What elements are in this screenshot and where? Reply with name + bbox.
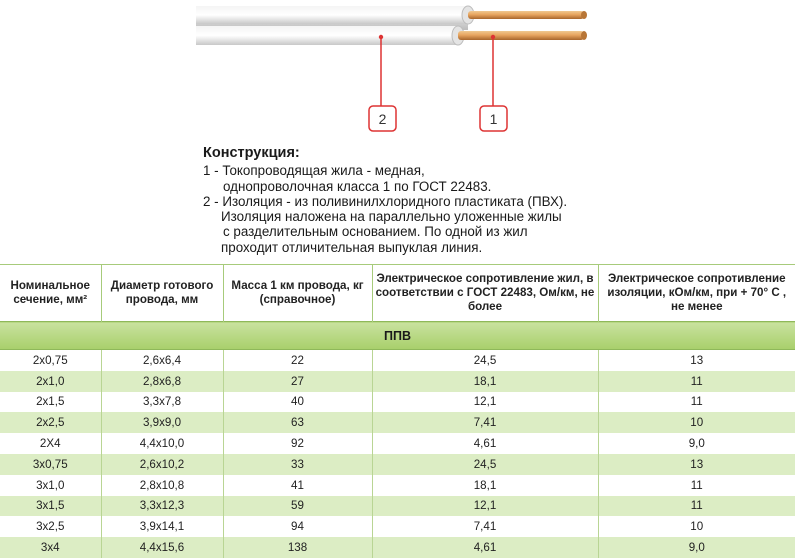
cell-diameter: 3,3х12,3 <box>101 496 223 517</box>
cell-conductor-resistance: 4,61 <box>372 537 598 558</box>
table-row <box>0 392 795 413</box>
table-row <box>0 454 795 475</box>
cell-mass: 41 <box>223 475 372 496</box>
conductor-lower-tip <box>581 31 587 40</box>
cell-diameter: 2,8х6,8 <box>101 371 223 392</box>
cell-cross-section: 3х0,75 <box>0 454 101 475</box>
table-row <box>0 412 795 433</box>
callout-label-insulation: 2 <box>378 111 387 127</box>
group-row <box>0 322 795 350</box>
header-mass: Масса 1 км провода, кг (справочное) <box>223 265 372 322</box>
table-row <box>0 537 795 558</box>
cell-cross-section: 2х2,5 <box>0 412 101 433</box>
cell-insulation-resistance: 9,0 <box>598 433 795 454</box>
cell-insulation-resistance: 11 <box>598 392 795 413</box>
cell-insulation-resistance: 13 <box>598 454 795 475</box>
cell-conductor-resistance: 12,1 <box>372 496 598 517</box>
group-label: ППВ <box>0 322 795 350</box>
cell-mass: 22 <box>223 350 372 371</box>
table-row <box>0 371 795 392</box>
cell-insulation-resistance: 11 <box>598 475 795 496</box>
construction-line: 1 - Токопроводящая жила - медная, <box>203 163 425 179</box>
cell-insulation-resistance: 11 <box>598 496 795 517</box>
cell-mass: 27 <box>223 371 372 392</box>
cell-insulation-resistance: 10 <box>598 412 795 433</box>
header-diameter: Диаметр готового провода, мм <box>101 265 223 322</box>
construction-line: с разделительным основанием. По одной из жил <box>223 224 528 240</box>
cell-conductor-resistance: 18,1 <box>372 371 598 392</box>
conductor-upper-tip <box>581 11 587 19</box>
cell-mass: 138 <box>223 537 372 558</box>
cell-diameter: 3,9х14,1 <box>101 516 223 537</box>
header-insulation-resistance: Электрическое сопротивление изоляции, кОм/км, при + 70° С , не менее <box>598 265 795 322</box>
cell-mass: 94 <box>223 516 372 537</box>
cell-insulation-resistance: 10 <box>598 516 795 537</box>
construction-description <box>203 146 633 255</box>
cell-conductor-resistance: 4,61 <box>372 433 598 454</box>
construction-line: Изоляция наложена на параллельно уложенные жилы <box>221 209 562 225</box>
cell-diameter: 3,9х9,0 <box>101 412 223 433</box>
header-cross-section: Номинальное сечение, мм² <box>0 265 101 322</box>
cell-mass: 59 <box>223 496 372 517</box>
cell-cross-section: 2Х4 <box>0 433 101 454</box>
cell-conductor-resistance: 7,41 <box>372 412 598 433</box>
cell-cross-section: 3х2,5 <box>0 516 101 537</box>
table-row <box>0 516 795 537</box>
construction-title: Конструкция: <box>203 145 300 161</box>
cell-cross-section: 2х1,5 <box>0 392 101 413</box>
cell-diameter: 4,4х10,0 <box>101 433 223 454</box>
conductor-lower <box>458 31 584 40</box>
construction-line: 2 - Изоляция - из поливинилхлоридного пластиката (ПВХ). <box>203 193 568 209</box>
insulation-lower <box>196 26 458 45</box>
table-row <box>0 496 795 517</box>
cell-mass: 63 <box>223 412 372 433</box>
table-row <box>0 350 795 371</box>
cell-insulation-resistance: 13 <box>598 350 795 371</box>
cell-conductor-resistance: 24,5 <box>372 454 598 475</box>
cell-cross-section: 2х1,0 <box>0 371 101 392</box>
cell-mass: 33 <box>223 454 372 475</box>
table-header-row <box>0 265 795 322</box>
table-row <box>0 475 795 496</box>
cell-cross-section: 3х1,0 <box>0 475 101 496</box>
insulation-upper <box>196 6 468 24</box>
cell-diameter: 2,8х10,8 <box>101 475 223 496</box>
callout-label-conductor: 1 <box>489 111 498 127</box>
cell-insulation-resistance: 11 <box>598 371 795 392</box>
cable-illustration <box>0 0 795 140</box>
cell-diameter: 4,4х15,6 <box>101 537 223 558</box>
cell-mass: 40 <box>223 392 372 413</box>
cell-cross-section: 3х1,5 <box>0 496 101 517</box>
cell-diameter: 2,6х6,4 <box>101 350 223 371</box>
spec-table <box>0 264 795 558</box>
cell-conductor-resistance: 24,5 <box>372 350 598 371</box>
header-conductor-resistance: Электрическое сопротивление жил, в соответствии с ГОСТ 22483, Ом/км, не более <box>372 265 598 322</box>
cell-conductor-resistance: 18,1 <box>372 475 598 496</box>
cell-diameter: 2,6х10,2 <box>101 454 223 475</box>
cell-diameter: 3,3х7,8 <box>101 392 223 413</box>
cell-cross-section: 3х4 <box>0 537 101 558</box>
construction-line: проходит отличительная выпуклая линия. <box>221 239 483 255</box>
cell-mass: 92 <box>223 433 372 454</box>
cell-insulation-resistance: 9,0 <box>598 537 795 558</box>
conductor-upper <box>468 11 584 19</box>
cell-cross-section: 2х0,75 <box>0 350 101 371</box>
table-row <box>0 433 795 454</box>
cell-conductor-resistance: 12,1 <box>372 392 598 413</box>
table-body <box>0 322 795 558</box>
construction-line: однопроволочная класса 1 по ГОСТ 22483. <box>223 178 492 194</box>
cell-conductor-resistance: 7,41 <box>372 516 598 537</box>
